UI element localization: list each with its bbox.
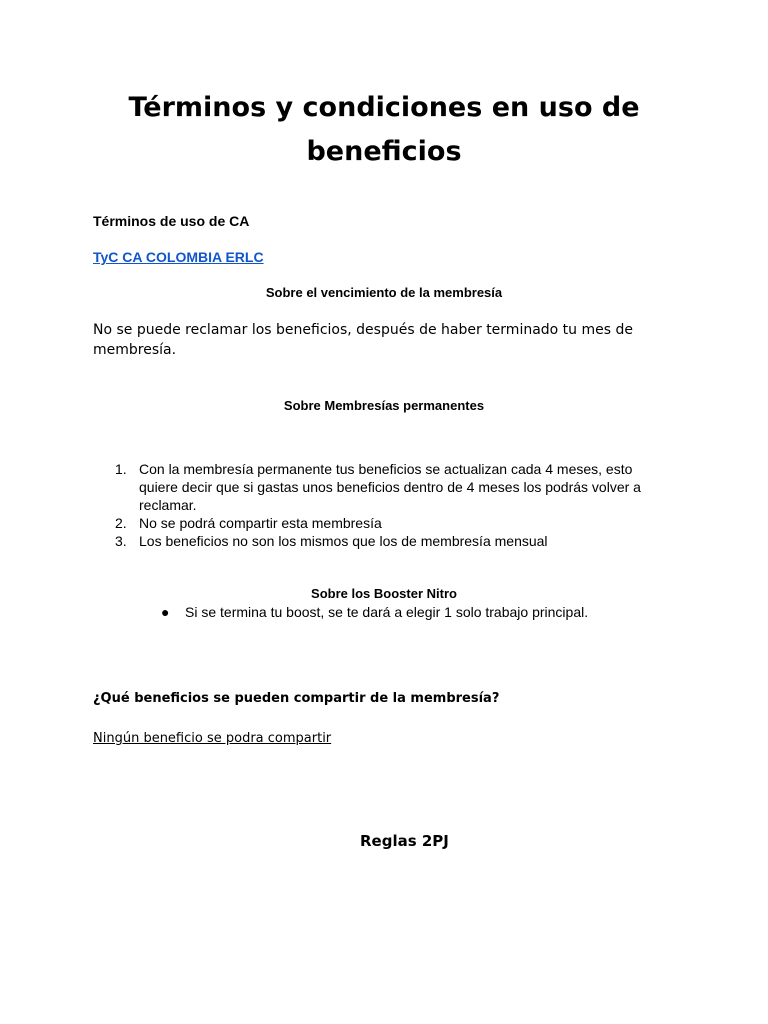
rules-heading: Reglas 2PJ xyxy=(360,832,449,850)
question-heading: ¿Qué beneficios se pueden compartir de la membresía? xyxy=(93,691,500,706)
terms-link[interactable]: TyC CA COLOMBIA ERLC xyxy=(93,249,264,265)
terms-heading: Términos de uso de CA xyxy=(93,213,250,229)
bullet-icon: ● xyxy=(161,604,170,620)
document-title: Términos y condiciones en uso de beneficios xyxy=(128,92,640,167)
list-item xyxy=(93,514,673,532)
list-item xyxy=(93,532,673,550)
section-heading-booster: Sobre los Booster Nitro xyxy=(311,586,457,601)
booster-list xyxy=(93,603,673,621)
list-item-number: 1. xyxy=(115,461,127,477)
list-item-text: Con la membresía permanente tus beneficios se actualizan cada 4 meses, esto quiere decir que si gastas unos beneficios dentro de 4 meses los podrás volver a reclamar. xyxy=(139,461,641,513)
permanentes-list xyxy=(93,460,673,550)
list-item-number: 2. xyxy=(115,515,127,531)
list-item-text: Los beneficios no son los mismos que los de membresía mensual xyxy=(139,533,548,549)
section-heading-vencimiento: Sobre el vencimiento de la membresía xyxy=(265,285,503,300)
section-heading-permanentes: Sobre Membresías permanentes xyxy=(283,398,485,413)
list-item-text: No se podrá compartir esta membresía xyxy=(139,515,382,531)
list-item-text: Si se termina tu boost, se te dará a elegir 1 solo trabajo principal. xyxy=(185,604,589,620)
list-item xyxy=(93,603,673,621)
list-item-number: 3. xyxy=(115,533,127,549)
answer-text: Ningún beneficio se podra compartir xyxy=(93,731,332,746)
vencimiento-paragraph: No se puede reclamar los beneficios, después de haber terminado tu mes de membresía. xyxy=(93,322,633,358)
list-item xyxy=(93,460,673,514)
